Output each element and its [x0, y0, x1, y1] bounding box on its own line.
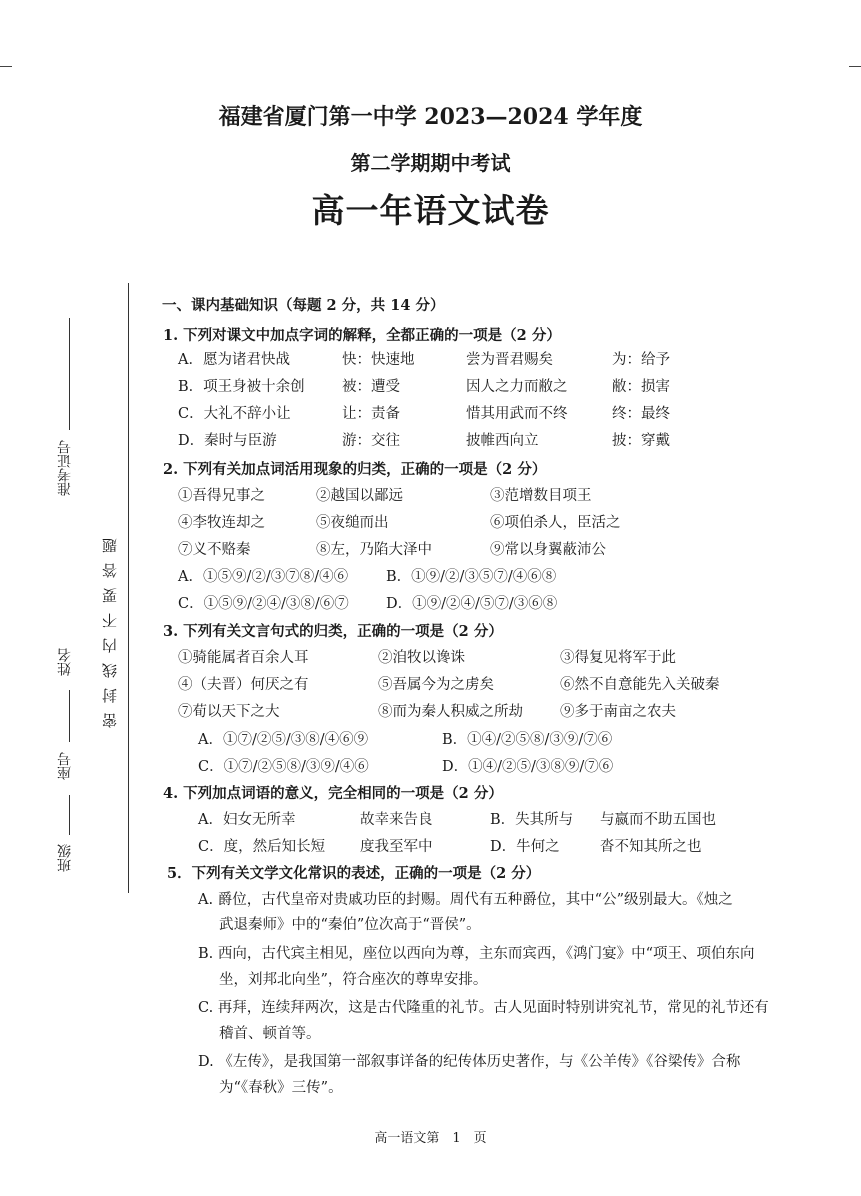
section-heading: 一、课内基础知识（每题 2 分，共 14 分） [162, 297, 445, 314]
q2-item: ⑥项伯杀人，臣活之 [490, 515, 621, 531]
name-field[interactable] [69, 690, 70, 742]
q1-d-sentence2: 披帷西向立 [466, 433, 539, 449]
q3-item: ⑥然不自意能先入关破秦 [560, 677, 720, 693]
q1-a-sentence: A．愿为诸君快战 [178, 352, 290, 368]
class-label: 班级 [57, 844, 73, 872]
q4-option-d-2: 沓不知其所之也 [600, 839, 702, 855]
q3-item: ③得复见将军于此 [560, 650, 676, 666]
q4-option-b: B．失其所与 [490, 812, 574, 828]
q4-option-a: A．妇女无所幸 [198, 812, 296, 828]
question-5-stem: 5．下列有关文学文化常识的表述，正确的一项是（2 分） [167, 865, 541, 882]
q1-a-sentence2: 尝为晋君赐矣 [466, 352, 553, 368]
q1-c-gloss2: 终：最终 [612, 406, 670, 422]
q4-option-c-2: 度我至军中 [360, 839, 433, 855]
q2-option-a: A．①⑤⑨/②/③⑦⑧/④⑥ [178, 569, 349, 585]
q4-option-b-2: 与嬴而不助五国也 [600, 812, 716, 828]
seat-field[interactable] [69, 795, 70, 835]
q4-option-c: C．度，然后知长短 [198, 839, 326, 855]
q2-item: ①吾得兄事之 [178, 488, 265, 504]
q2-item: ⑧左，乃陷大泽中 [316, 542, 432, 558]
q3-option-a: A．①⑦/②⑤/③⑧/④⑥⑨ [198, 732, 369, 748]
q3-item: ②洎牧以谗诛 [378, 650, 465, 666]
q4-option-d: D．牛何之 [490, 839, 560, 855]
q2-item: ②越国以鄙远 [316, 488, 403, 504]
q5-option-a-line1: A. 爵位，古代皇帝对贵戚功臣的封赐。周代有五种爵位，其中“公”级别最大。《烛之 [198, 892, 733, 908]
seal-line-text: 密封线内不要答题 [101, 528, 119, 728]
q1-b-gloss: 被：遭受 [342, 379, 400, 395]
q1-d-sentence: D．秦时与臣游 [178, 433, 277, 449]
q3-item: ⑤吾属今为之虏矣 [378, 677, 494, 693]
q2-item: ③范增数目项王 [490, 488, 592, 504]
q2-item: ④李牧连却之 [178, 515, 265, 531]
question-3-stem: 3. 下列有关文言句式的归类，正确的一项是（2 分） [163, 623, 503, 640]
q5-option-d-line2: 为“《春秋》三传”。 [219, 1080, 343, 1096]
q2-option-b: B．①⑨/②/③⑤⑦/④⑥⑧ [386, 569, 557, 585]
q1-b-sentence: B．项王身被十余创 [178, 379, 305, 395]
q2-item: ⑨常以身翼蔽沛公 [490, 542, 606, 558]
q3-option-b: B．①④/②⑤⑧/③⑨/⑦⑥ [442, 732, 613, 748]
paper-title: 高一年语文试卷 [311, 191, 550, 230]
q1-b-sentence2: 因人之力而敝之 [466, 379, 568, 395]
q3-item: ④（夫晋）何厌之有 [178, 677, 309, 693]
question-1-stem: 1. 下列对课文中加点字词的解释，全都正确的一项是（2 分） [163, 327, 561, 344]
q3-item: ⑨多于南亩之农夫 [560, 704, 676, 720]
scan-mark-left [0, 66, 12, 67]
q1-c-gloss: 让：责备 [342, 406, 400, 422]
q1-c-sentence2: 惜其用武而不终 [466, 406, 568, 422]
q3-option-c: C．①⑦/②⑤⑧/③⑨/④⑥ [198, 759, 369, 775]
scan-mark-right [849, 66, 861, 67]
binding-line [128, 283, 129, 893]
q5-option-b-line1: B. 西向，古代宾主相见，座位以西向为尊，主东而宾西，《鸿门宴》中“项王、项伯东向 [198, 946, 755, 962]
q2-option-c: C．①⑤⑨/②④/③⑧/⑥⑦ [178, 596, 349, 612]
school-title: 福建省厦门第一中学 2023—2024 学年度 [218, 104, 643, 130]
q5-option-a-line2: 武退秦师》中的“秦伯”位次高于“晋侯”。 [219, 917, 481, 933]
exam-number-label: 准考证号 [57, 440, 73, 496]
q2-option-d: D．①⑨/②④/⑤⑦/③⑥⑧ [386, 596, 558, 612]
q1-d-gloss2: 披：穿戴 [612, 433, 670, 449]
name-label: 姓名 [57, 648, 73, 676]
question-2-stem: 2. 下列有关加点词活用现象的归类，正确的一项是（2 分） [163, 461, 547, 478]
q1-c-sentence: C．大礼不辞小让 [178, 406, 291, 422]
seat-label: 座号 [57, 752, 73, 780]
q1-b-gloss2: 敝：损害 [612, 379, 670, 395]
q5-option-b-line2: 坐，刘邦北向坐”，符合座次的尊卑安排。 [219, 972, 488, 988]
exam-number-field[interactable] [69, 318, 70, 430]
q2-item: ⑦义不赂秦 [178, 542, 251, 558]
q1-a-gloss: 快：快速地 [342, 352, 415, 368]
q5-option-c-line2: 稽首、顿首等。 [219, 1026, 321, 1042]
q5-option-c-line1: C. 再拜，连续拜两次，这是古代隆重的礼节。古人见面时特别讲究礼节，常见的礼节还有 [198, 1000, 769, 1016]
q1-d-gloss: 游：交往 [342, 433, 400, 449]
question-4-stem: 4. 下列加点词语的意义，完全相同的一项是（2 分） [163, 785, 503, 802]
q3-item: ⑧而为秦人积威之所劫 [378, 704, 523, 720]
q1-a-gloss2: 为：给予 [612, 352, 670, 368]
q5-option-d-line1: D. 《左传》，是我国第一部叙事详备的纪传体历史著作，与《公羊传》《谷梁传》合称 [198, 1054, 741, 1070]
q3-item: ⑦荀以天下之大 [178, 704, 280, 720]
q3-item: ①骑能属者百余人耳 [178, 650, 309, 666]
exam-subtitle: 第二学期期中考试 [350, 151, 511, 175]
page-footer: 高一语文第 1 页 [374, 1131, 487, 1146]
q3-option-d: D．①④/②⑤/③⑧⑨/⑦⑥ [442, 759, 614, 775]
q4-option-a-2: 故幸来告良 [360, 812, 433, 828]
q2-item: ⑤夜缒而出 [316, 515, 389, 531]
